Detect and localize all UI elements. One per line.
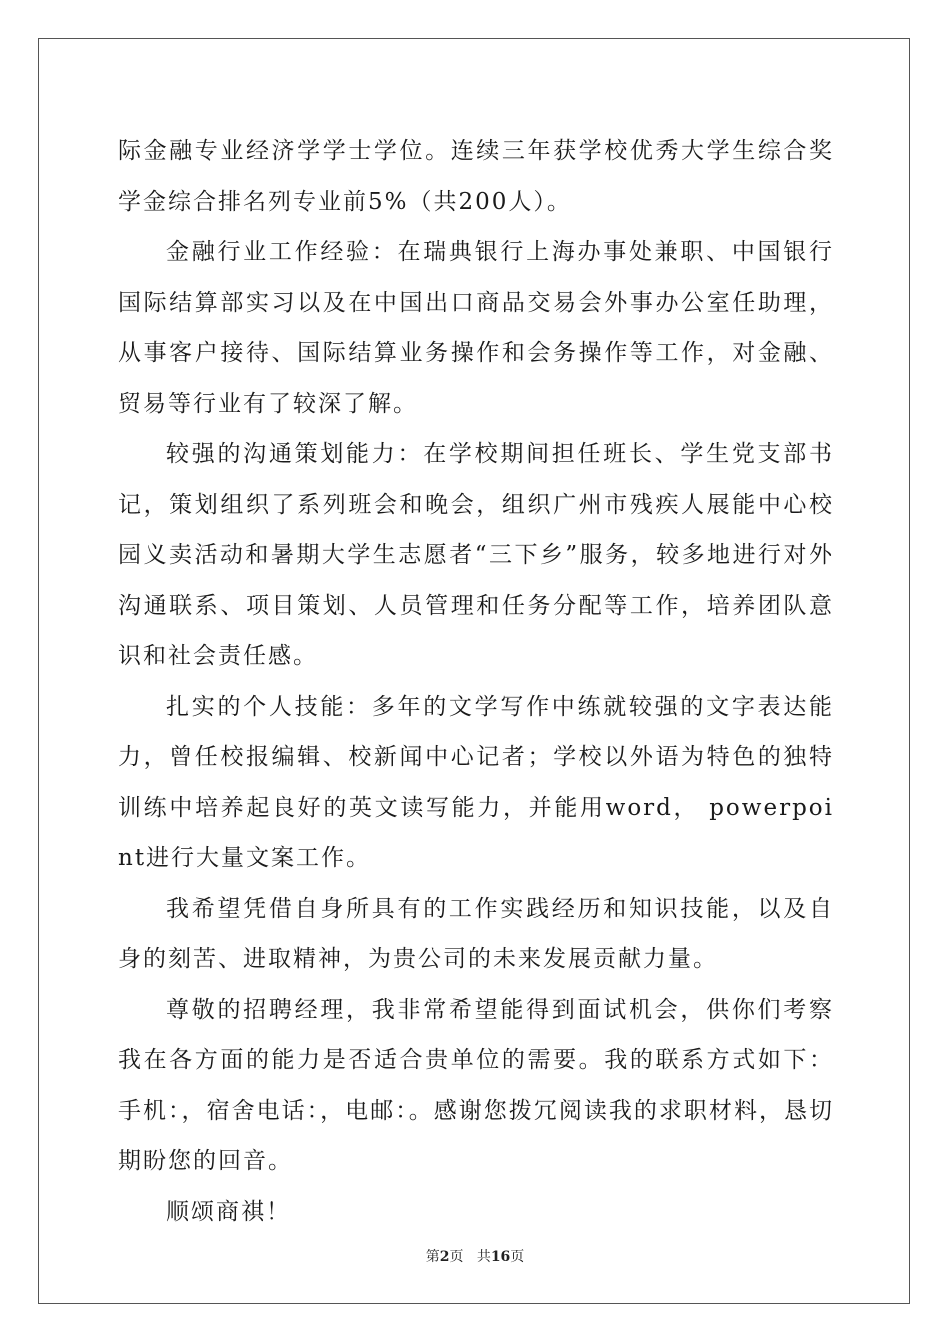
- footer-page-suffix: 页: [449, 1249, 464, 1265]
- document-body: [118, 126, 834, 1237]
- footer-total-suffix: 页: [510, 1249, 525, 1265]
- paragraph-communication: 较强的沟通策划能力：在学校期间担任班长、学生党支部书记，策划组织了系列班会和晚会，组织广州市残疾人展能中心校园义卖活动和暑期大学生志愿者“三下乡”服务，较多地进行对外沟通联系、项目策划、人员管理和任务分配等工作，培养团队意识和社会责任感。: [118, 441, 834, 669]
- total-pages: 16: [490, 1249, 511, 1265]
- paragraph-skills: 扎实的个人技能：多年的文学写作中练就较强的文字表达能力，曾任校报编辑、校新闻中心记者；学校以外语为特色的独特训练中培养起良好的英文读写能力，并能用word， powerpoint进行大量文案工作。: [118, 693, 834, 871]
- paragraph-hope: 我希望凭借自身所具有的工作实践经历和知识技能，以及自身的刻苦、进取精神，为贵公司的未来发展贡献力量。: [118, 895, 834, 972]
- footer-prefix: 第: [425, 1249, 440, 1265]
- paragraph-contact: 尊敬的招聘经理，我非常希望能得到面试机会，供你们考察我在各方面的能力是否适合贵单位的需要。我的联系方式如下：手机：，宿舍电话：，电邮：。感谢您拨冗阅读我的求职材料，恳切期盼您的回音。: [118, 996, 834, 1174]
- page-footer: [0, 1246, 950, 1266]
- paragraph-finance-experience: 金融行业工作经验：在瑞典银行上海办事处兼职、中国银行国际结算部实习以及在中国出口商品交易会外事办公室任助理，从事客户接待、国际结算业务操作和会务操作等工作，对金融、贸易等行业有了较深了解。: [118, 239, 834, 417]
- page-number: 2: [439, 1249, 450, 1265]
- footer-total-prefix: 共: [476, 1249, 491, 1265]
- paragraph-continued: 际金融专业经济学学士学位。连续三年获学校优秀大学生综合奖学金综合排名列专业前5%（共200人）。: [118, 138, 834, 215]
- paragraph-closing: 顺颂商祺！: [166, 1198, 291, 1225]
